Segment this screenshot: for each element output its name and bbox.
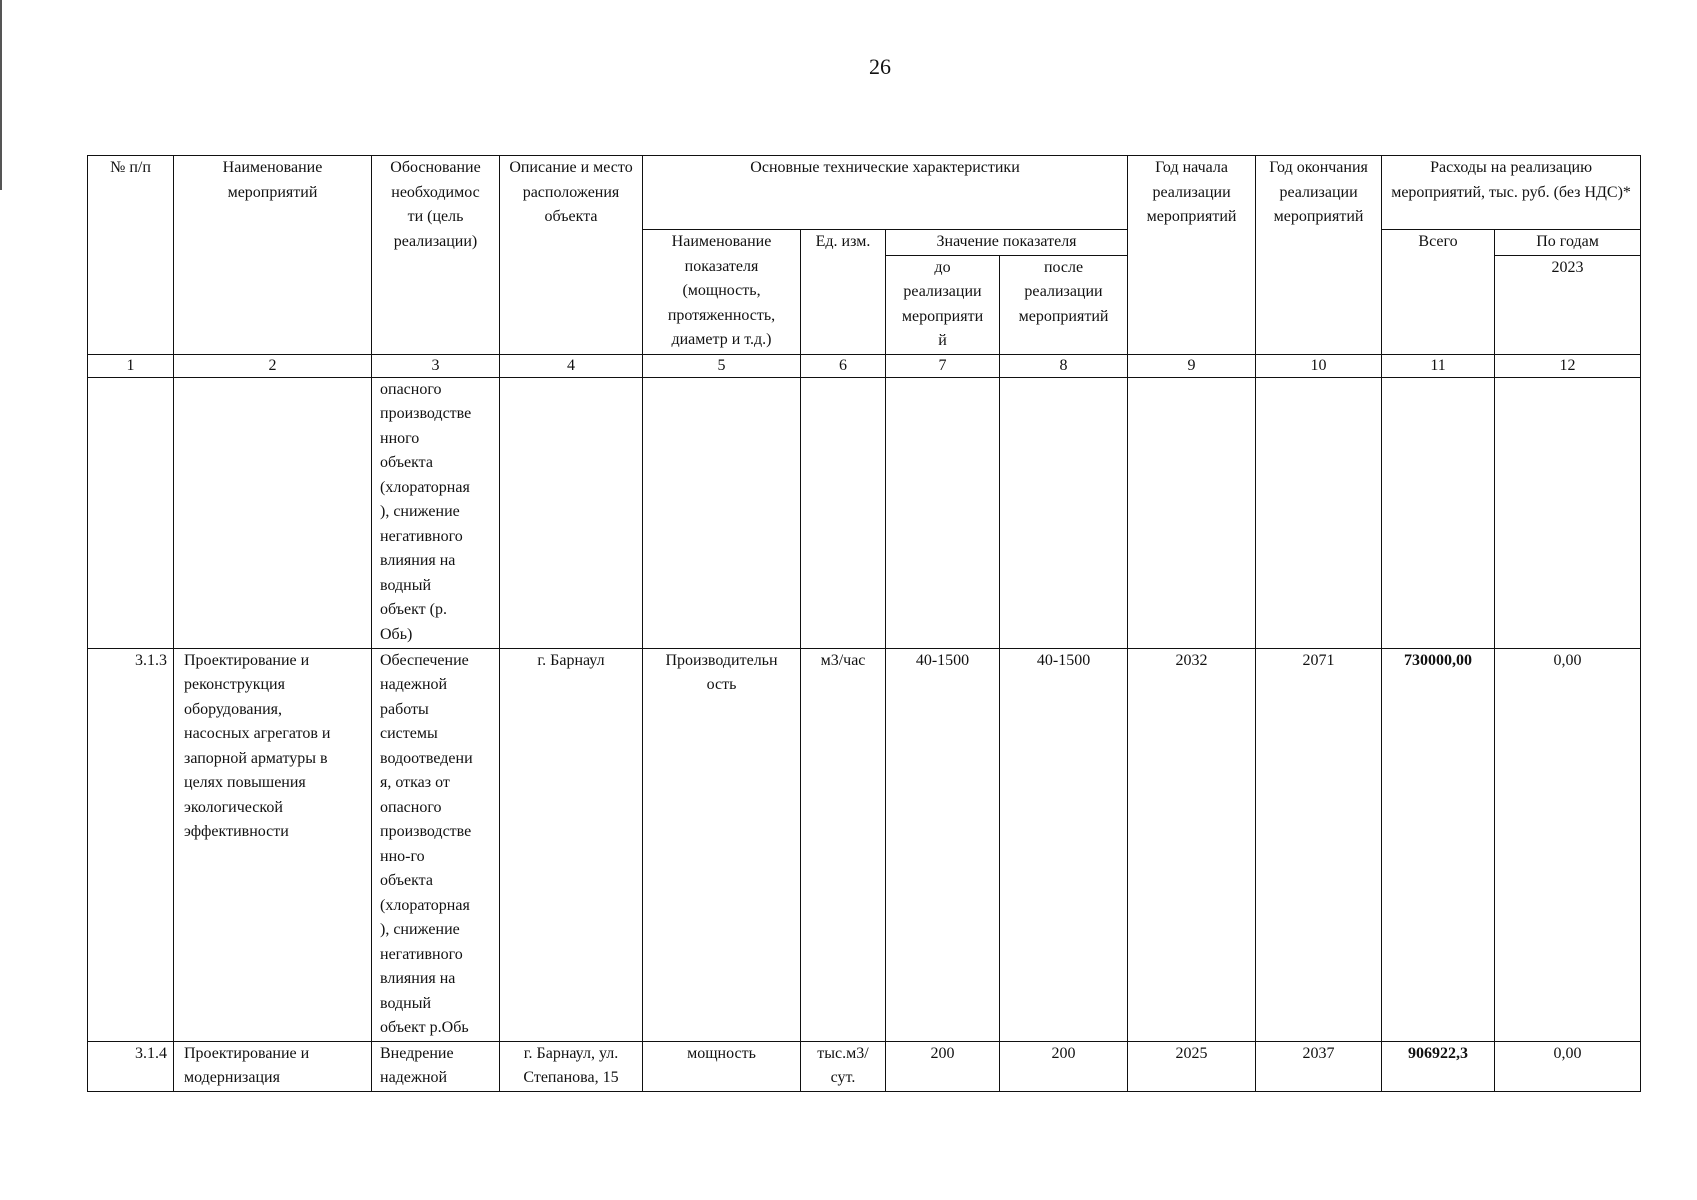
row-total: [1382, 377, 1495, 648]
row-2023: 0,00: [1495, 648, 1641, 1041]
header-indicator-name: Наименование показателя (мощность, протяженность, диаметр и т.д.): [643, 230, 801, 355]
row-location: [500, 377, 643, 648]
header-year-end: Год окончания реализации мероприятий: [1256, 156, 1382, 355]
row-unit: тыс.м3/ сут.: [801, 1041, 886, 1091]
row-total: 730000,00: [1382, 648, 1495, 1041]
row-year-start: 2025: [1128, 1041, 1256, 1091]
row-reason: Обеспечение надежной работы системы водоотведени я, отказ от опасного производстве нно-го объекта (хлораторная ), снижение негативного влияния на водный объект р.Обь: [372, 648, 500, 1041]
header-by-year: По годам: [1495, 230, 1641, 256]
column-number: 11: [1382, 354, 1495, 377]
row-year-end: 2037: [1256, 1041, 1382, 1091]
column-number: 1: [88, 354, 174, 377]
row-indicator: [643, 377, 801, 648]
row-name: [174, 377, 372, 648]
row-after: [1000, 377, 1128, 648]
row-total: 906922,3: [1382, 1041, 1495, 1091]
column-number: 8: [1000, 354, 1128, 377]
page-number: 26: [869, 54, 891, 79]
column-number: 6: [801, 354, 886, 377]
row-2023: [1495, 377, 1641, 648]
row-after: 200: [1000, 1041, 1128, 1091]
column-number: 4: [500, 354, 643, 377]
row-year-start: 2032: [1128, 648, 1256, 1041]
row-year-start: [1128, 377, 1256, 648]
measures-table-wrapper: [87, 155, 1640, 1092]
table-row: [88, 377, 1641, 648]
row-num: [88, 377, 174, 648]
row-after: 40-1500: [1000, 648, 1128, 1041]
header-value-after: после реализации мероприятий: [1000, 255, 1128, 354]
row-year-end: [1256, 377, 1382, 648]
header-indicator-value: Значение показателя: [886, 230, 1128, 256]
row-2023: 0,00: [1495, 1041, 1641, 1091]
column-number: 10: [1256, 354, 1382, 377]
header-unit: Ед. изм.: [801, 230, 886, 355]
left-margin-rule: [0, 0, 2, 190]
header-tech-characteristics: Основные технические характеристики: [643, 156, 1128, 230]
header-year-start: Год начала реализации мероприятий: [1128, 156, 1256, 355]
row-num: 3.1.4: [88, 1041, 174, 1091]
header-measure-name: Наименование мероприятий: [174, 156, 372, 355]
column-number: 9: [1128, 354, 1256, 377]
column-number: 5: [643, 354, 801, 377]
row-reason: Внедрение надежной: [372, 1041, 500, 1091]
row-indicator: мощность: [643, 1041, 801, 1091]
row-year-end: 2071: [1256, 648, 1382, 1041]
header-location: Описание и место расположения объекта: [500, 156, 643, 355]
header-total: Всего: [1382, 230, 1495, 355]
row-before: 200: [886, 1041, 1000, 1091]
row-before: [886, 377, 1000, 648]
header-costs: Расходы на реализацию мероприятий, тыс. руб. (без НДС)*: [1382, 156, 1641, 230]
column-number: 3: [372, 354, 500, 377]
row-unit: м3/час: [801, 648, 886, 1041]
header-reason: Обоснование необходимос ти (цель реализации): [372, 156, 500, 355]
column-number: 7: [886, 354, 1000, 377]
header-year-2023: 2023: [1495, 255, 1641, 354]
header-row-1: [88, 156, 1641, 230]
row-indicator: Производительн ость: [643, 648, 801, 1041]
row-num: 3.1.3: [88, 648, 174, 1041]
header-value-before: до реализации мероприяти й: [886, 255, 1000, 354]
table-row: [88, 1041, 1641, 1091]
row-before: 40-1500: [886, 648, 1000, 1041]
column-number-row: [88, 354, 1641, 377]
table-row: [88, 648, 1641, 1041]
header-num: № п/п: [88, 156, 174, 355]
measures-table: [87, 155, 1641, 1092]
row-location: г. Барнаул, ул. Степанова, 15: [500, 1041, 643, 1091]
row-unit: [801, 377, 886, 648]
row-name: Проектирование и модернизация: [174, 1041, 372, 1091]
row-name: Проектирование и реконструкция оборудования, насосных агрегатов и запорной арматуры в целях повышения экологической эффективности: [174, 648, 372, 1041]
row-location: г. Барнаул: [500, 648, 643, 1041]
column-number: 12: [1495, 354, 1641, 377]
column-number: 2: [174, 354, 372, 377]
row-reason: опасного производстве нного объекта (хлораторная ), снижение негативного влияния на водный объект (р. Обь): [372, 377, 500, 648]
